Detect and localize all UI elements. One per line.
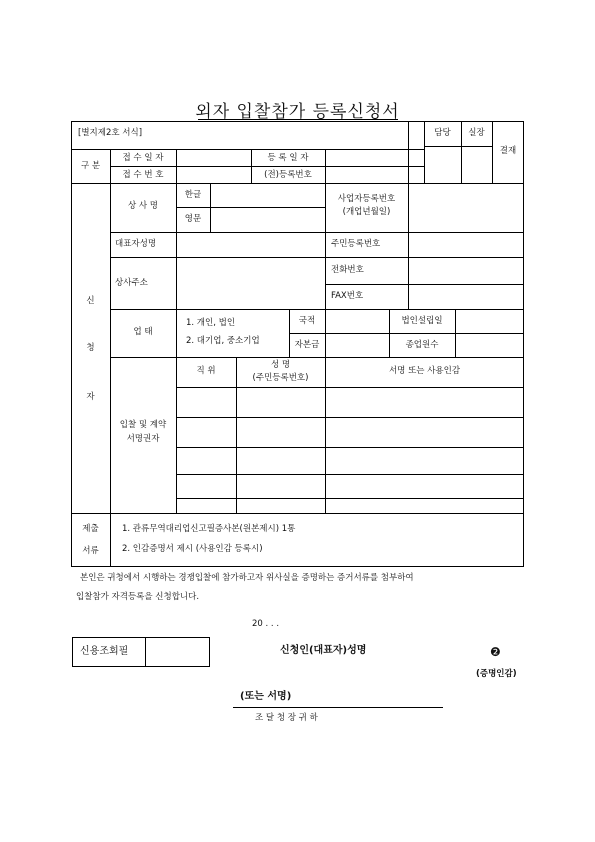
signature-line — [233, 707, 443, 708]
biz-reg-sub-label: (개업년월일) — [342, 207, 391, 217]
divider — [110, 166, 424, 167]
korean-label: 한글 — [184, 190, 202, 200]
divider — [176, 232, 177, 257]
divider — [325, 357, 326, 513]
applicant-name-label: 신청인(대표자)성명 — [280, 645, 367, 656]
statement-line-2: 입찰참가 자격등록을 신청합니다. — [76, 592, 200, 602]
divider — [325, 257, 326, 309]
approval-staff: 담당 — [434, 128, 451, 138]
biz-reg-no-label: 사업자등록번호 — [337, 194, 396, 204]
table-row — [176, 474, 524, 475]
type-option-1: 1. 개인, 법인 — [186, 318, 236, 328]
phone-label: 전화번호 — [331, 265, 364, 275]
signers-label-1: 입찰 및 계약 — [119, 420, 167, 430]
divider — [110, 357, 524, 358]
reg-date-label: 등 록 일 자 — [267, 153, 309, 163]
divider — [424, 146, 492, 147]
category-label: 구 분 — [80, 161, 101, 171]
fax-label: FAX번호 — [331, 291, 364, 301]
col-name-sub: (주민등록번호) — [252, 373, 309, 383]
divider — [110, 513, 111, 567]
divider — [176, 257, 177, 309]
table-row — [176, 417, 524, 418]
capital-label: 자본금 — [294, 340, 320, 350]
divider — [110, 257, 524, 258]
addressee: 조 달 청 장 귀 하 — [255, 713, 318, 723]
divider — [71, 513, 524, 514]
signers-label-2: 서명권자 — [126, 434, 160, 444]
or-sign-label: (또는 서명) — [240, 691, 292, 702]
docs-label-2: 서류 — [82, 546, 99, 556]
divider — [325, 149, 326, 183]
receipt-no-label: 접 수 번 호 — [122, 170, 164, 180]
divider — [176, 357, 177, 513]
col-sign: 서명 또는 사용인감 — [388, 366, 461, 376]
divider — [71, 183, 524, 184]
divider — [71, 149, 424, 150]
divider — [145, 637, 146, 667]
docs-label-1: 제출 — [82, 524, 99, 534]
divider — [408, 232, 409, 257]
divider — [110, 309, 524, 310]
divider — [176, 207, 325, 208]
table-row — [176, 447, 524, 448]
resident-no-label: 주민등록번호 — [331, 239, 381, 249]
applicant-char-1: 신 — [86, 296, 95, 306]
divider — [176, 149, 177, 183]
form-title: 외자 입찰참가 등록신청서 — [195, 102, 400, 122]
col-name: 성 명 — [270, 360, 291, 370]
table-row — [176, 498, 524, 499]
seal-mark-icon: ❷ — [490, 645, 501, 659]
doc-item-1: 1. 관류무역대리업신고필증사본(원본제시) 1통 — [122, 524, 296, 534]
trade-name-label: 상 사 명 — [127, 201, 159, 211]
divider — [325, 284, 524, 285]
approval-chief: 실장 — [468, 128, 485, 138]
date-line: 20 . . . — [252, 619, 280, 629]
divider — [110, 232, 524, 233]
col-position: 직 위 — [196, 366, 216, 376]
english-label: 영문 — [184, 214, 202, 224]
divider — [408, 257, 409, 309]
applicant-char-2: 청 — [86, 343, 95, 353]
form-number: [별지제2호 서식] — [78, 128, 143, 138]
receipt-date-label: 접 수 일 자 — [122, 153, 164, 163]
approval-decision: 결재 — [499, 146, 517, 156]
divider — [176, 309, 177, 357]
divider — [325, 232, 326, 257]
table-row — [176, 387, 524, 388]
applicant-char-3: 자 — [86, 392, 95, 402]
divider — [408, 121, 409, 183]
corp-date-label: 법인설립일 — [401, 316, 443, 326]
employees-label: 종업원수 — [405, 340, 439, 350]
business-type-label: 업 태 — [133, 327, 153, 337]
doc-item-2: 2. 인감증명서 제시 (사용인감 등록시) — [122, 544, 263, 554]
address-label: 상사주소 — [115, 278, 148, 288]
nationality-label: 국적 — [298, 316, 316, 326]
type-option-2: 2. 대기업, 중소기업 — [186, 336, 260, 346]
rep-name-label: 대표자성명 — [115, 239, 157, 249]
divider — [289, 333, 524, 334]
title-underline — [198, 119, 398, 120]
certified-seal-label: (증명인감) — [476, 669, 517, 679]
divider — [408, 183, 409, 232]
prev-reg-no-label: (전)등록번호 — [264, 170, 312, 180]
statement-line-1: 본인은 귀청에서 시행하는 경쟁입찰에 참가하고자 위사실을 증명하는 증거서류를 첨부하여 — [80, 573, 414, 583]
credit-check-label: 신용조회필 — [80, 646, 129, 657]
